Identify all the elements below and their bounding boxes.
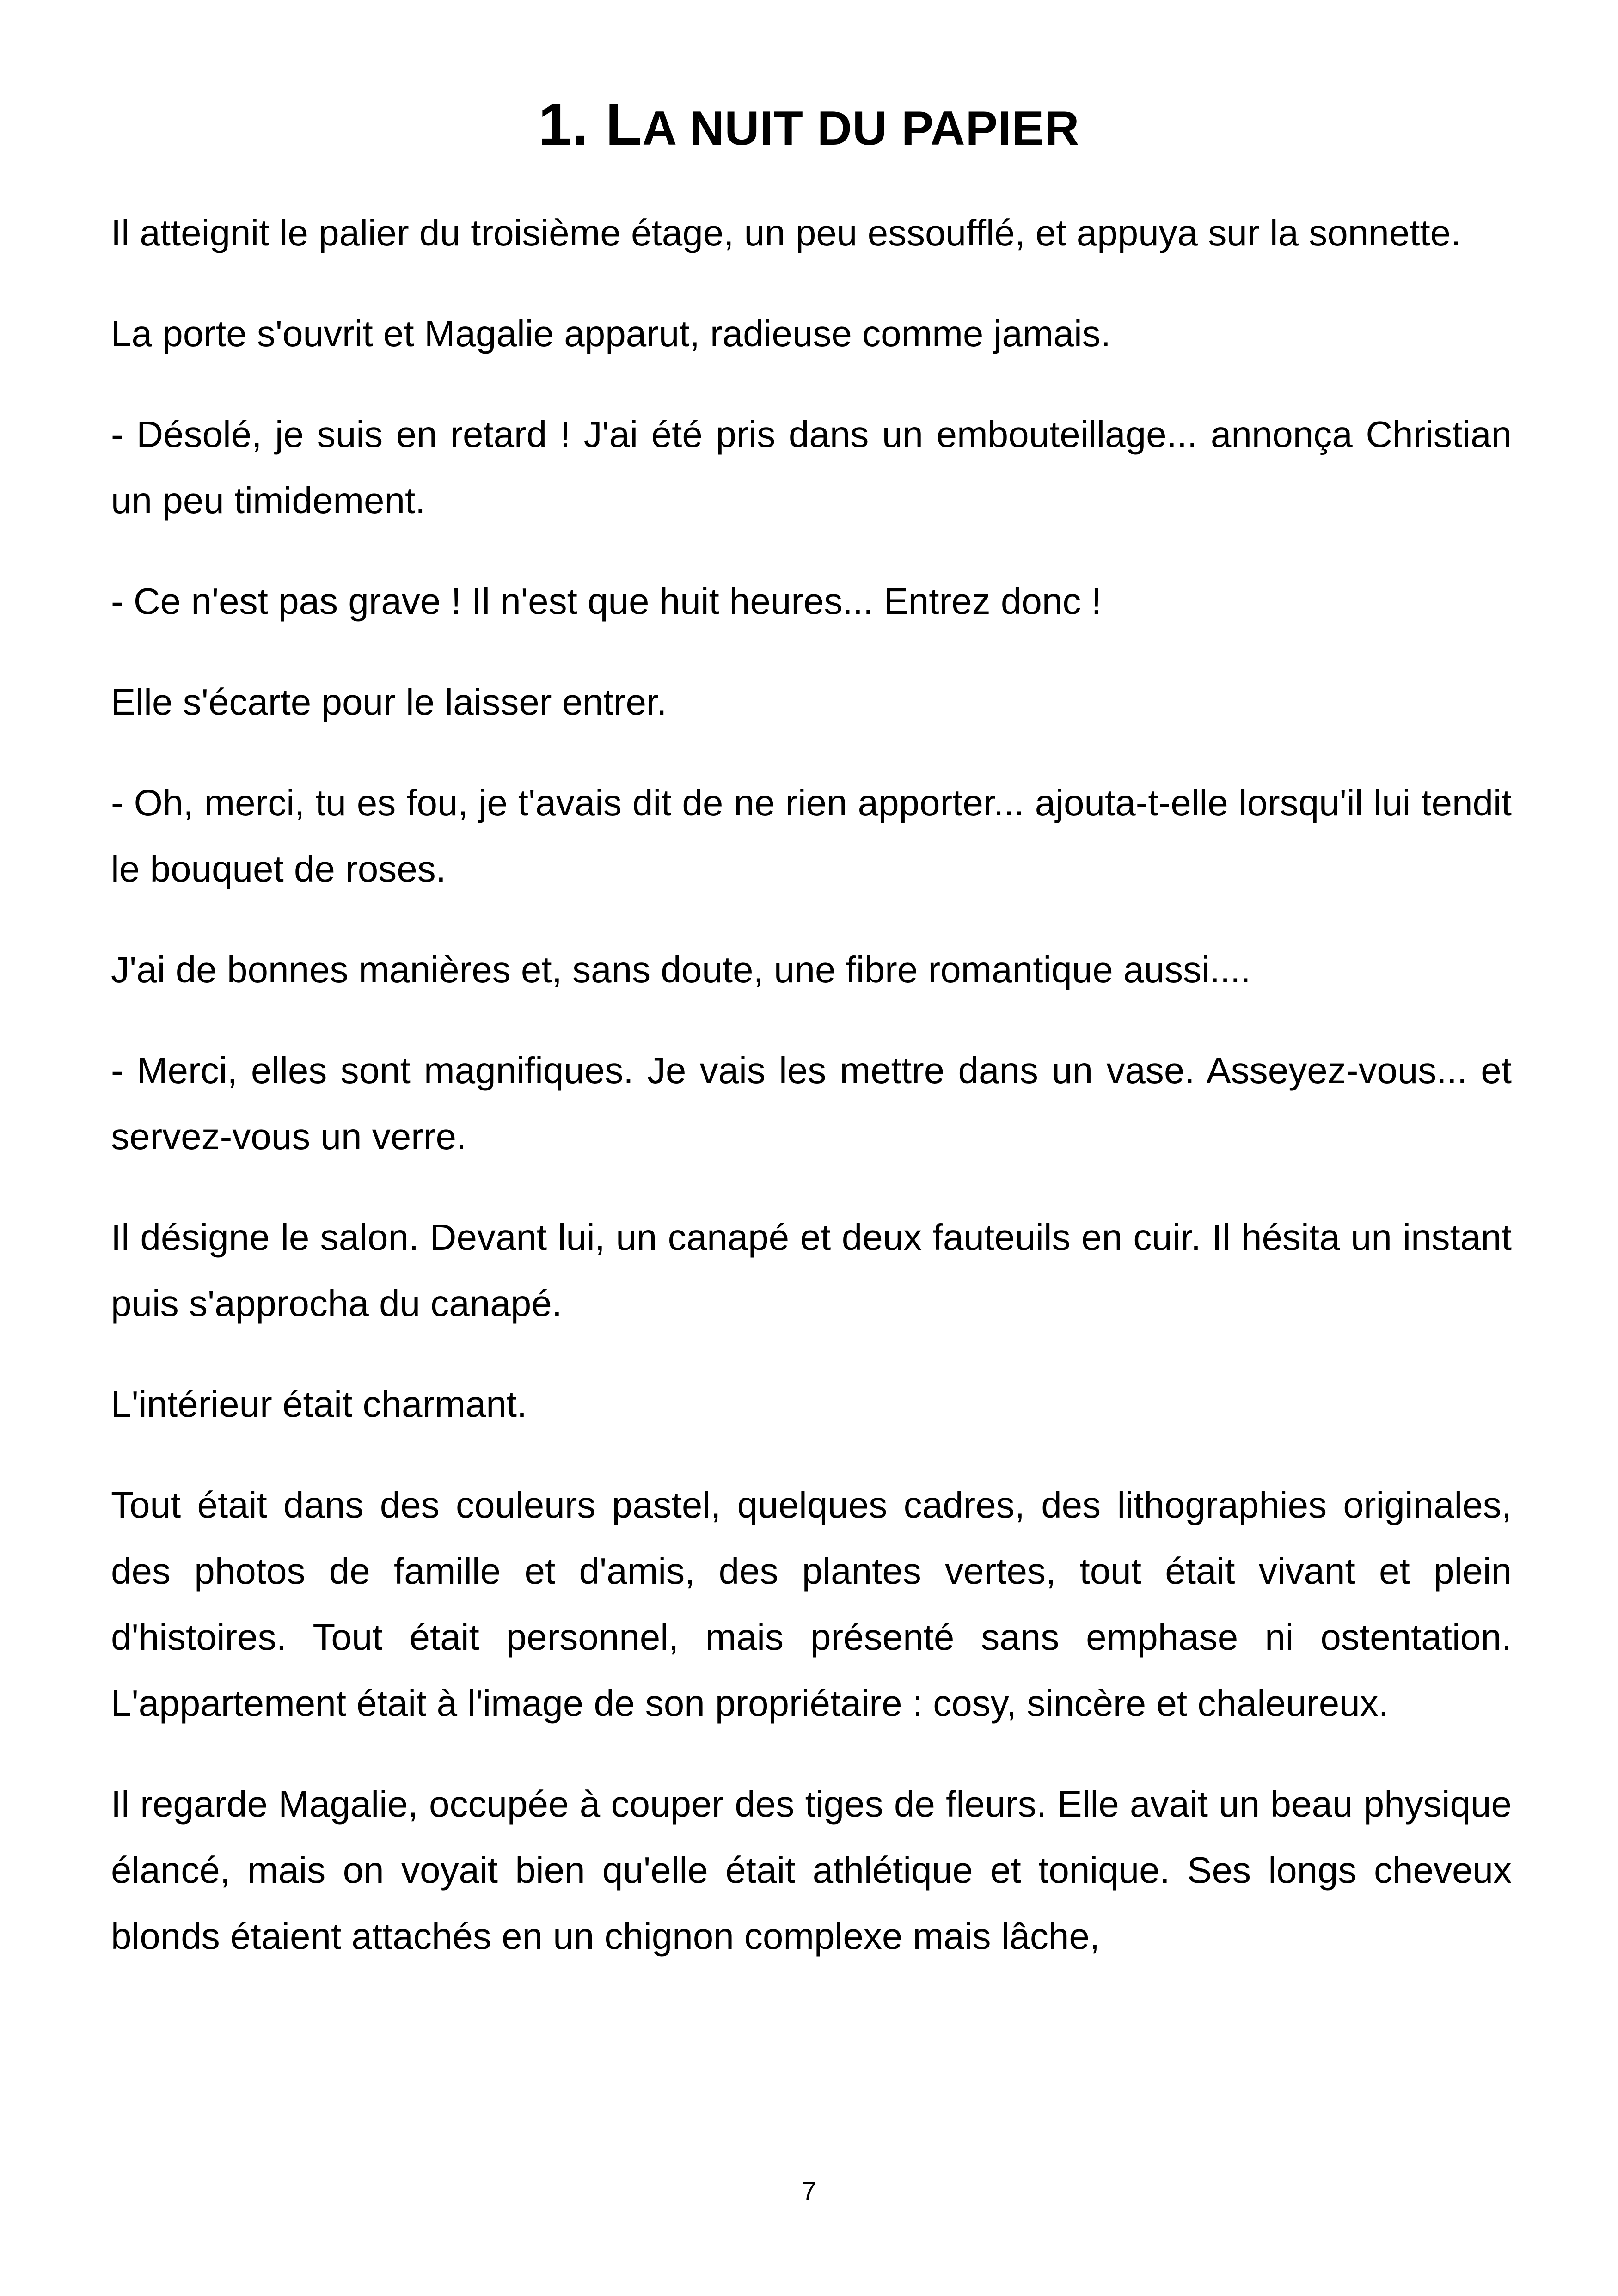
- chapter-title: [0, 88, 1618, 165]
- paragraph-6: - Oh, merci, tu es fou, je t'avais dit de ne rien apporter... ajouta-t-elle lorsqu'il lui tendit le bouquet de roses.: [111, 782, 1512, 889]
- paragraph-8: - Merci, elles sont magnifiques. Je vais les mettre dans un vase. Asseyez-vous... et servez-vous un verre.: [111, 1050, 1512, 1157]
- paragraph-12: Il regarde Magalie, occupée à couper des tiges de fleurs. Elle avait un beau physique élancé, mais on voyait bien qu'elle était athlétique et tonique. Ses longs cheveux blonds étaient attachés en un chignon complexe mais lâche,: [111, 1783, 1512, 1957]
- page-number: 7: [802, 2176, 816, 2205]
- paragraph-3: - Désolé, je suis en retard ! J'ai été pris dans un embouteillage... annonça Christian un peu timidement.: [111, 414, 1512, 521]
- body-text: [111, 200, 1512, 2004]
- paragraph-4: - Ce n'est pas grave ! Il n'est que huit heures... Entrez donc !: [111, 581, 1102, 622]
- paragraph-2: La porte s'ouvrit et Magalie apparut, radieuse comme jamais.: [111, 313, 1111, 354]
- paragraph-5: Elle s'écarte pour le laisser entrer.: [111, 681, 667, 722]
- chapter-title-initial: L: [605, 92, 643, 158]
- paragraph-11: Tout était dans des couleurs pastel, quelques cadres, des lithographies originales, des photos de famille et d'amis, des plantes vertes, tout était vivant et plein d'histoires. Tout était personnel, mais présenté sans emphase ni ostentation. L'appartement était à l'image de son propriétaire : cosy, sincère et chaleureux.: [111, 1484, 1512, 1724]
- chapter-title-rest: A NUIT DU PAPIER: [642, 102, 1080, 155]
- chapter-number: 1.: [538, 92, 589, 158]
- paragraph-9: Il désigne le salon. Devant lui, un canapé et deux fauteuils en cuir. Il hésita un instant puis s'approcha du canapé.: [111, 1217, 1512, 1324]
- paragraph-7: J'ai de bonnes manières et, sans doute, une fibre romantique aussi....: [111, 949, 1251, 990]
- paragraph-10: L'intérieur était charmant.: [111, 1384, 527, 1425]
- paragraph-1: Il atteignit le palier du troisième étage, un peu essoufflé, et appuya sur la sonnette.: [111, 212, 1461, 253]
